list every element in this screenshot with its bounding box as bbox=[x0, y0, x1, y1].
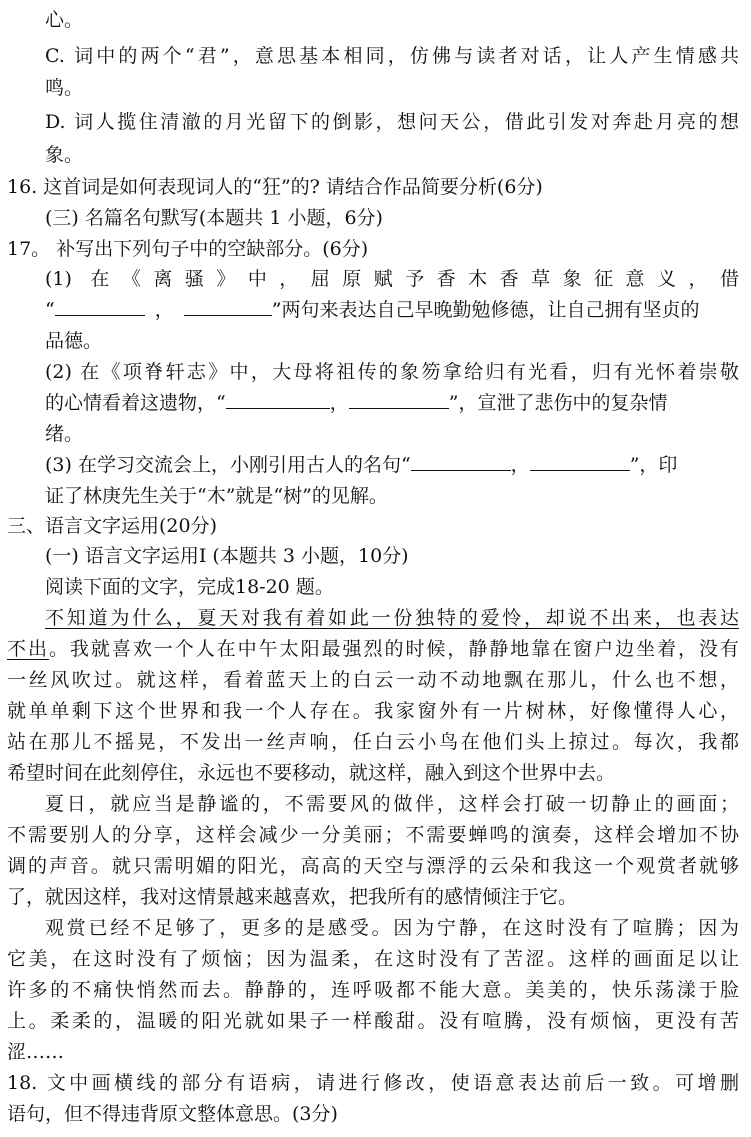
q17-part2-lead: 的心情看着这遗物，“ bbox=[45, 392, 226, 414]
q15-option-b-tail: 心。 bbox=[45, 9, 84, 31]
passage-p1-line4: 就单单剩下这个世界和我一个人存在。我家窗外有一片树林，好像懂得人心， bbox=[7, 700, 739, 722]
reading-instruction: 阅读下面的文字，完成18-20 题。 bbox=[45, 576, 334, 598]
blank-separator: ， bbox=[510, 454, 530, 476]
q15-option-c: C. 词中的两个“君”，意思基本相同，仿佛与读者对话，让人产生情感共 bbox=[45, 45, 739, 67]
q15-option-c-cont: 鸣。 bbox=[45, 77, 84, 99]
section-mingju-heading: (三) 名篇名句默写(本题共 1 小题，6分) bbox=[45, 207, 383, 229]
q17-part3-lead: (3) 在学习交流会上，小刚引用古人的名句“ bbox=[45, 454, 411, 476]
answer-blank-3[interactable] bbox=[226, 390, 330, 409]
section-3-heading: 三、语言文字运用(20分) bbox=[7, 515, 218, 537]
passage-underlined-tail: 不出 bbox=[7, 638, 49, 660]
q17-part1: (1) 在《离骚》中，屈原赋予香木香草象征意义，借 bbox=[45, 268, 739, 290]
question-18-cont: 语句，但不得违背原文整体意思。(3分) bbox=[7, 1103, 338, 1125]
passage-p1-line2-rest: 。我就喜欢一个人在中午太阳最强烈的时候，静静地靠在窗户边坐着，没有 bbox=[48, 638, 739, 660]
q17-part3-tail: ”，印 bbox=[629, 454, 678, 476]
q17-part1-rest: ”两句来表达自己早晚勤勉修德，让自己拥有坚贞的 bbox=[271, 299, 700, 321]
passage-underlined-sentence: 不知道为什么，夏天对我有着如此一份独特的爱怜，却说不出来，也表达 bbox=[45, 607, 739, 629]
passage-p1-line6: 希望时间在此刻停住，永远也不要移动，就这样，融入到这个世界中去。 bbox=[7, 762, 616, 784]
passage-p3-line5: 涩…… bbox=[7, 1041, 65, 1063]
q15-option-d: D. 词人揽住清澈的月光留下的倒影，想问天公，借此引发对奔赴月亮的想 bbox=[45, 111, 739, 133]
passage-p3-line2: 它美，在这时没有了烦恼；因为温柔，在这时没有了苦涩。这样的画面足以让 bbox=[7, 948, 739, 970]
passage-p3-line3: 许多的不痛快悄然而去。静静的，连呼吸都不能大意。美美的，快乐荡漾于脸 bbox=[7, 979, 739, 1001]
q17-part1-blanks bbox=[45, 295, 751, 326]
answer-blank-4[interactable] bbox=[349, 390, 449, 409]
q17-part3-blanks bbox=[45, 450, 751, 481]
section-3-1-heading: (一) 语言文字运用Ⅰ (本题共 3 小题，10分) bbox=[45, 545, 409, 567]
passage-p2-line2: 不需要别人的分享，这样会减少一分美丽；不需要蝉鸣的演奏，这样会增加不协 bbox=[7, 824, 739, 846]
answer-blank-2[interactable] bbox=[184, 297, 272, 316]
passage-p1-line5: 站在那儿不摇晃，不发出一丝声响，任白云小鸟在他们头上掠过。每次，我都 bbox=[7, 731, 739, 753]
question-16: 16. 这首词是如何表现词人的“狂”的? 请结合作品简要分析(6分) bbox=[7, 176, 543, 198]
blank-separator: ， bbox=[329, 392, 349, 414]
passage-p2-line4: 了，就因这样，我对这情景越来越喜欢，把我所有的感情倾注于它。 bbox=[7, 886, 578, 908]
q17-part2-blanks bbox=[45, 388, 751, 419]
passage-p2-line3: 调的声音。就只需明媚的阳光，高高的天空与漂浮的云朵和我这一个观赏者就够 bbox=[7, 855, 739, 877]
passage-p1-line3: 一丝风吹过。就这样，看着蓝天上的白云一动不动地飘在那儿，什么也不想， bbox=[7, 669, 739, 691]
answer-blank-5[interactable] bbox=[411, 452, 511, 471]
open-quote: “ bbox=[45, 299, 55, 321]
passage-p1-line2 bbox=[7, 634, 739, 665]
q17-part1-end: 品德。 bbox=[45, 330, 103, 352]
passage-p2-line1: 夏日，就应当是静谧的，不需要风的做伴，这样会打破一切静止的画面； bbox=[45, 793, 739, 815]
q15-option-d-cont: 象。 bbox=[45, 144, 84, 166]
q17-part2: (2) 在《项脊轩志》中，大母将祖传的象笏拿给归有光看，归有光怀着崇敬 bbox=[45, 361, 739, 383]
q17-part3-end: 证了林庚先生关于“木”就是“树”的见解。 bbox=[45, 485, 388, 507]
answer-blank-6[interactable] bbox=[530, 452, 630, 471]
answer-blank-1[interactable] bbox=[55, 297, 145, 316]
passage-p3-line4: 上。柔柔的，温暖的阳光就如果子一样酸甜。没有喧腾，没有烦恼，更没有苦 bbox=[7, 1010, 739, 1032]
blank-separator: ， bbox=[154, 299, 174, 321]
q17-part2-end: 绪。 bbox=[45, 423, 84, 445]
q17-part2-rest: ”，宣泄了悲伤中的复杂情 bbox=[448, 392, 668, 414]
passage-p3-line1: 观赏已经不足够了，更多的是感受。因为宁静，在这时没有了喧腾；因为 bbox=[45, 917, 739, 939]
question-17-stem: 17。 补写出下列句子中的空缺部分。(6分) bbox=[7, 238, 369, 260]
question-18: 18. 文中画横线的部分有语病，请进行修改，使语意表达前后一致。可增删 bbox=[7, 1072, 739, 1094]
